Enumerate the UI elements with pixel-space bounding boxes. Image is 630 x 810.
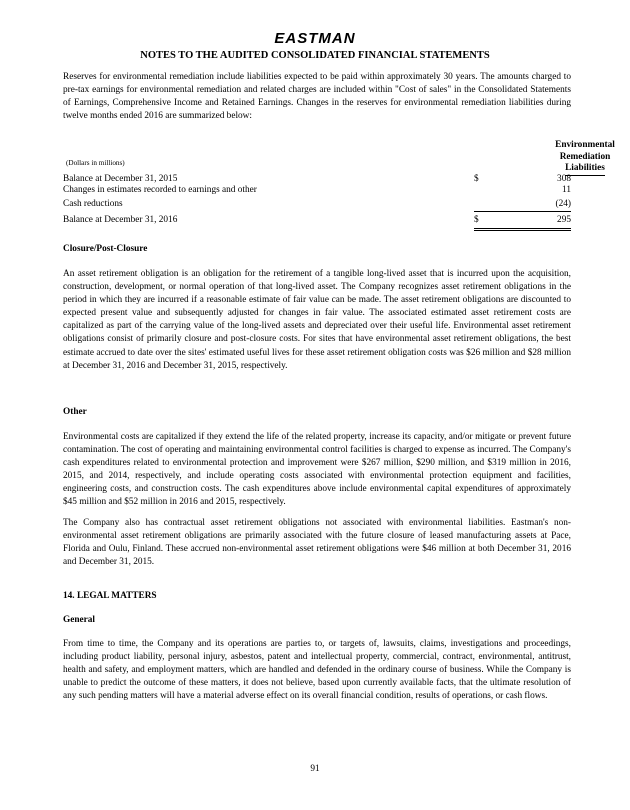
row-value: 11 — [562, 185, 571, 195]
row-currency: $ — [474, 215, 479, 225]
table-row — [63, 184, 571, 196]
subtotal-rule — [474, 211, 571, 212]
page-header: NOTES TO THE AUDITED CONSOLIDATED FINANCIAL STATEMENTS — [140, 50, 490, 61]
other-paragraph-2: The Company also has contractual asset retirement obligations not associated with environmental liabilities. Eastman's non-environmental asset retirement obligations are primarily associated with the future closure of leased manufacturing assets at Pace, Florida and Oulu, Finland. These accrued non-environmental asset retirement obligations were $46 million at both December 31, 2016 and December 31, 2015. — [63, 518, 571, 568]
row-value: (24) — [555, 199, 571, 209]
general-subheading: General — [63, 615, 96, 625]
row-value: 295 — [557, 215, 571, 225]
row-value: 308 — [557, 174, 571, 184]
other-paragraph-1: Environmental costs are capitalized if they extend the life of the related property, increase its capacity, and/or mitigate or prevent future contamination. The cost of operating and maintaining environmental control facilities is charged to expense as incurred. The Company's cash expenditures related to environmental protection and improvement were $267 million, $290 million, and $319 million in 2016, 2015, and 2014, respectively, and include operating costs associated with environmental protection equipment and facilities, engineering costs, and construction costs. The cash expenditures above include environmental capital expenditures of approximately $45 million and $52 million in 2016 and 2015, respectively. — [63, 432, 571, 508]
row-label: Cash reductions — [63, 199, 123, 209]
intro-paragraph: Reserves for environmental remediation include liabilities expected to be paid within approximately 30 years. The amounts charged to pre-tax earnings for environmental remediation and related charges are included within "Cost of sales" in the Consolidated Statements of Earnings, Comprehensive Income and Retained Earnings. Changes in the reserves for environmental remediation liabilities during twelve months ended 2016 are summarized below: — [63, 72, 571, 122]
other-heading: Other — [63, 407, 87, 417]
table-row — [63, 214, 571, 226]
column-header-line-2: Remediation — [559, 151, 611, 162]
legal-paragraph: From time to time, the Company and its operations are parties to, or targets of, lawsuits, claims, investigations and proceedings, including product liability, personal injury, asbestos, patent and intellectual property, commercial, contract, environmental, antitrust, health and safety, and employment matters, which are handled and defended in the ordinary course of business. While the Company is unable to predict the outcome of these matters, it does not believe, based upon currently available facts, that the ultimate resolution of any such pending matters will have a material adverse effect on its overall financial condition, results of operations, or cash flows. — [63, 639, 571, 702]
table-row — [63, 198, 571, 210]
row-label: Changes in estimates recorded to earnings and other — [63, 185, 257, 195]
row-label: Balance at December 31, 2015 — [63, 174, 178, 184]
total-double-rule-bottom — [474, 230, 571, 231]
closure-paragraph: An asset retirement obligation is an obligation for the retirement of a tangible long-lived asset that is incurred upon the acquisition, construction, development, or normal operation of that long-lived asset. The Company recognizes asset retirement obligations in the period in which they are incurred if a reasonable estimate of fair value can be made. The asset retirement obligations are discounted to expected present value and subsequently adjusted for changes in fair value. The associated estimated asset retirement costs are capitalized as part of the carrying value of the long-lived assets and depreciated over their useful life. Environmental asset retirement obligations consist of primarily closure and post-closure costs. For sites that have environmental asset retirement obligations, the best estimate accrued to date over the sites' estimated useful lives for these asset retirement obligation costs was $26 million and $28 million at December 31, 2016 and December 31, 2015, respectively. — [63, 269, 571, 371]
company-logo: EASTMAN — [274, 30, 356, 47]
column-header — [537, 140, 630, 176]
column-header-line-1: Environmental — [555, 140, 615, 150]
page-number: 91 — [310, 764, 320, 774]
units-label: (Dollars in millions) — [66, 159, 125, 167]
column-header-line-3: Liabilities — [565, 163, 605, 176]
row-currency: $ — [474, 174, 479, 184]
closure-heading: Closure/Post-Closure — [63, 244, 148, 254]
total-double-rule-top — [474, 228, 571, 229]
row-label: Balance at December 31, 2016 — [63, 215, 178, 225]
legal-heading: 14. LEGAL MATTERS — [63, 591, 157, 601]
